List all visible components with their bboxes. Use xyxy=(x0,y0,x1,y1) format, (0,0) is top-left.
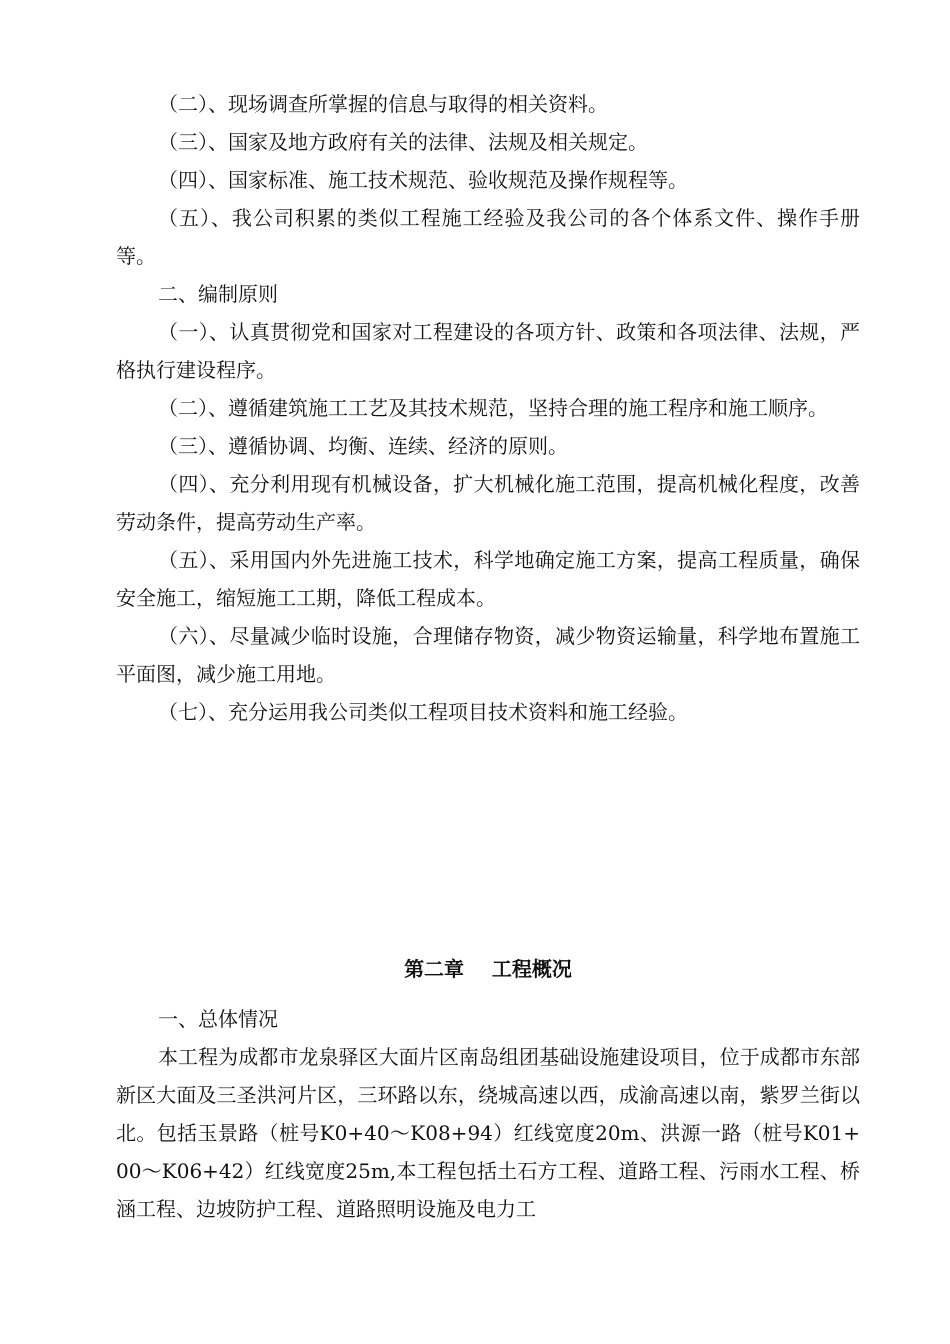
heading-general-situation: 一、总体情况 xyxy=(158,1007,278,1031)
chapter-title: 第二章 工程概况 xyxy=(404,957,572,981)
project-overview xyxy=(116,1000,860,1228)
heading-principles: 二、编制原则 xyxy=(158,282,278,306)
construction-basis-and-principles xyxy=(116,85,860,731)
paragraph-general-situation: 本工程为成都市龙泉驿区大面片区南岛组团基础设施建设项目，位于成都市东部新区大面及三圣洪河片区，三环路以东，绕城高速以西，成渝高速以南，紫罗兰街以北。包括玉景路（桩号K0+40～K08+94）红线宽度20m、洪源一路（桩号K01+00～K06+42）红线宽度25m,本工程包括土石方工程、道路工程、污雨水工程、桥涵工程、边坡防护工程、道路照明设施及电力工 xyxy=(116,1045,860,1221)
paragraph-basis-5: （五）、我公司积累的类似工程施工经验及我公司的各个体系文件、操作手册等。 xyxy=(116,206,860,268)
paragraph-basis-4: （四）、国家标准、施工技术规范、验收规范及操作规程等。 xyxy=(158,168,688,192)
paragraph-principle-7: （七）、充分运用我公司类似工程项目技术资料和施工经验。 xyxy=(158,700,688,724)
paragraph-principle-5: （五）、采用国内外先进施工技术，科学地确定施工方案，提高工程质量，确保安全施工，缩短施工工期，降低工程成本。 xyxy=(116,548,860,610)
paragraph-principle-2: （二）、遵循建筑施工工艺及其技术规范，坚持合理的施工程序和施工顺序。 xyxy=(158,396,828,420)
paragraph-principle-1: （一）、认真贯彻党和国家对工程建设的各项方针、政策和各项法律、法规，严格执行建设程序。 xyxy=(116,320,860,382)
paragraph-basis-2: （二）、现场调查所掌握的信息与取得的相关资料。 xyxy=(158,92,608,116)
paragraph-principle-4: （四）、充分利用现有机械设备，扩大机械化施工范围，提高机械化程度，改善劳动条件，提高劳动生产率。 xyxy=(116,472,860,534)
paragraph-principle-3: （三）、遵循协调、均衡、连续、经济的原则。 xyxy=(158,434,568,458)
paragraph-basis-3: （三）、国家及地方政府有关的法律、法规及相关规定。 xyxy=(158,130,648,154)
paragraph-principle-6: （六）、尽量减少临时设施，合理储存物资，减少物资运输量，科学地布置施工平面图，减少施工用地。 xyxy=(116,624,860,686)
